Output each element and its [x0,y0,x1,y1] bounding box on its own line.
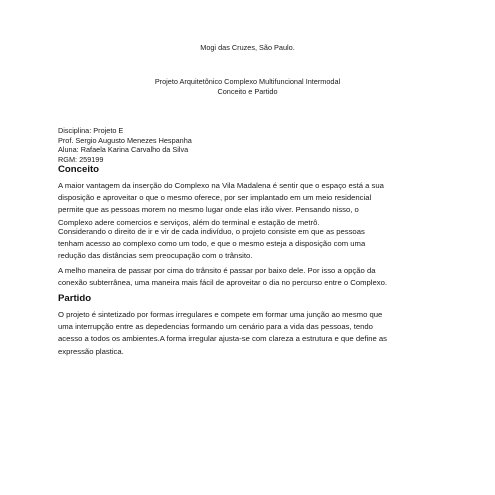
section-heading-partido: Partido [58,293,92,304]
paragraph-line: A maior vantagem da inserção do Complexo na Vila Madalena é sentir que o espaço está a sua [58,181,384,190]
paragraph-line: disposição e aproveitar o que o mesmo oferece, por ser implantado em um meio residencial [58,193,372,203]
document-meta [58,126,438,164]
conceito-paragraph-3 [58,265,442,289]
discipline-line: Disciplina: Projeto E [58,126,124,135]
partido-paragraph-1 [58,309,442,358]
paragraph-line: Complexo adere comercios e serviços, além do terminal e estação de metrô. [58,217,320,227]
paragraph-line: A melho maneira de passar por cima do trânsito é passar por baixo dele. Por isso a opção da [58,266,376,275]
project-title: Projeto Arquitetônico Complexo Multifuncional Intermodal [154,77,341,86]
section-heading-conceito: Conceito [58,164,100,175]
paragraph-line: acesso a todos os ambientes.A forma irregular ajusta-se com clareza a estrutura e que define as [58,334,388,344]
paragraph-line: uma interrupção entre as depedencias formando um cenário para a vida das pessoas, tendo [58,322,373,332]
rgm-line: RGM: 259199 [58,154,104,164]
paragraph-line: permite que as pessoas morem no mesmo lugar onde elas irão viver. Pensando nisso, o [58,205,359,215]
paragraph-line: conexão subterrânea, uma maneira mais fácil de aproveitar o dia no percurso entre o Complexo. [58,278,388,288]
conceito-paragraph-2 [58,226,442,263]
paragraph-line: expressão plastica. [58,346,124,356]
professor-line: Prof. Sergio Augusto Menezes Hespanha [58,135,192,145]
project-subtitle: Conceito e Partido [217,87,278,96]
paragraph-line: redução das distâncias sem preocupação com o trânsito. [58,251,253,261]
paragraph-line: Considerando o direito de ir e vir de cada indivíduo, o projeto consiste em que as pessoas [58,227,365,236]
paragraph-line: tenham acesso ao complexo como um todo, e que o mesmo esteja a disposição com uma [58,239,366,249]
conceito-paragraph-1 [58,180,442,229]
place-line: Mogi das Cruzes, São Paulo. [200,43,295,52]
paragraph-line: O projeto é sintetizado por formas irregulares e compete em formar uma junção ao mesmo que [58,310,383,319]
student-line: Aluna: Rafaela Karina Carvalho da Silva [58,145,189,154]
